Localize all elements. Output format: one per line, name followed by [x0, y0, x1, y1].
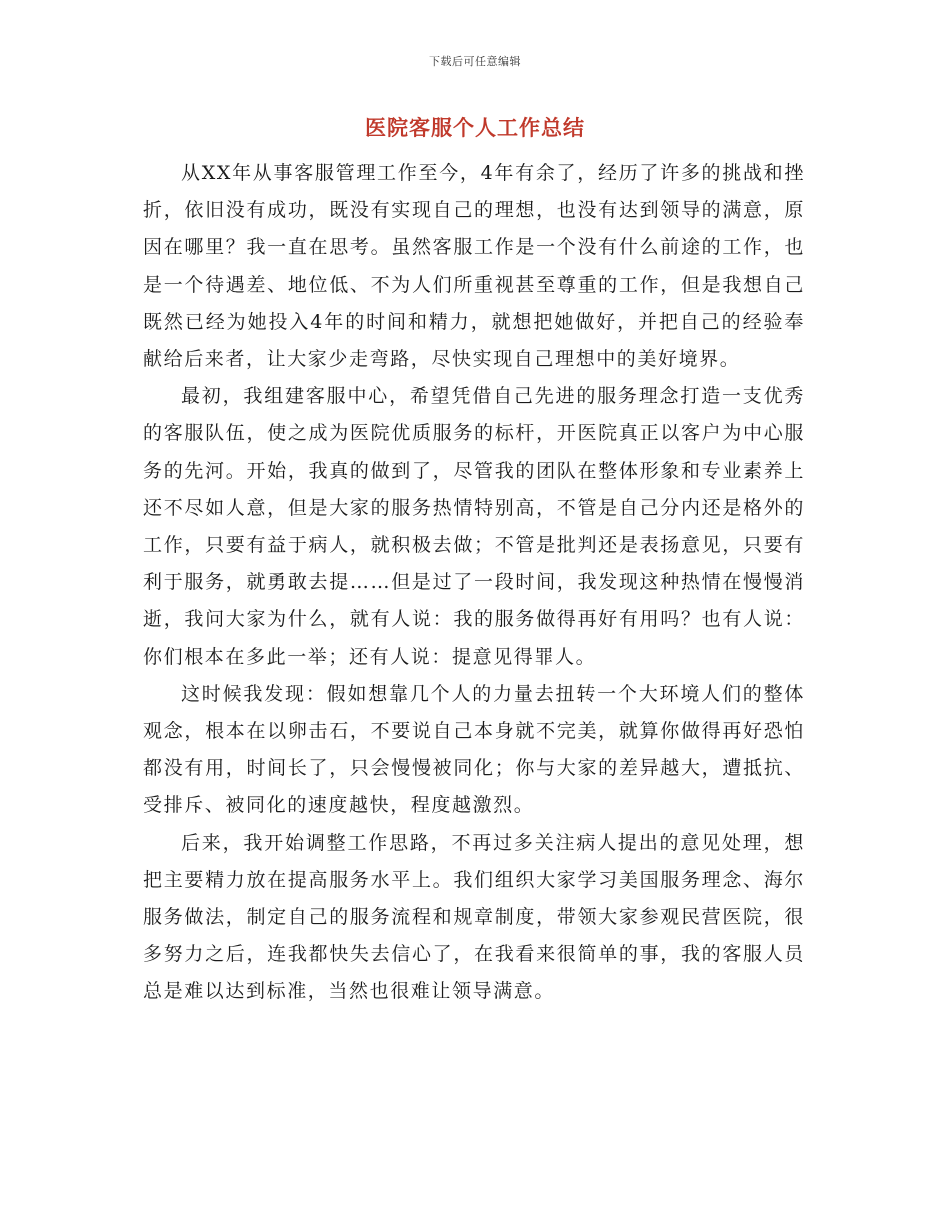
paragraph-1: 从XX年从事客服管理工作至今，4年有余了，经历了许多的挑战和挫折，依旧没有成功，既没有实现自己的理想，也没有达到领导的满意，原因在哪里？我一直在思考。虽然客服工作是一个没有什么前途的工作，也是一个待遇差、地位低、不为人们所重视甚至尊重的工作，但是我想自己既然已经为她投入4年的时间和精力，就想把她做好，并把自己的经验奉献给后来者，让大家少走弯路，尽快实现自己理想中的美好境界。	[143, 162, 805, 371]
document-body	[143, 155, 805, 1011]
paragraph-3: 这时候我发现：假如想靠几个人的力量去扭转一个大环境人们的整体观念，根本在以卵击石，不要说自己本身就不完美，就算你做得再好恐怕都没有用，时间长了，只会慢慢被同化；你与大家的差异越大，遭抵抗、受排斥、被同化的速度越快，程度越激烈。	[143, 682, 805, 817]
paragraph-4: 后来，我开始调整工作思路，不再过多关注病人提出的意见处理，想把主要精力放在提高服务水平上。我们组织大家学习美国服务理念、海尔服务做法，制定自己的服务流程和规章制度，带领大家参观民营医院，很多努力之后，连我都快失去信心了，在我看来很简单的事，我的客服人员总是难以达到标准，当然也很难让领导满意。	[143, 831, 805, 1003]
document-title: 医院客服个人工作总结	[365, 115, 585, 140]
header-note: 下载后可任意编辑	[429, 55, 521, 68]
paragraph-2: 最初，我组建客服中心，希望凭借自己先进的服务理念打造一支优秀的客服队伍，使之成为医院优质服务的标杆，开医院真正以客户为中心服务的先河。开始，我真的做到了，尽管我的团队在整体形象和专业素养上还不尽如人意，但是大家的服务热情特别高，不管是自己分内还是格外的工作，只要有益于病人，就积极去做；不管是批判还是表扬意见，只要有利于服务，就勇敢去提……但是过了一段时间，我发现这种热情在慢慢消逝，我问大家为什么，就有人说：我的服务做得再好有用吗？也有人说：你们根本在多此一举；还有人说：提意见得罪人。	[143, 385, 805, 668]
